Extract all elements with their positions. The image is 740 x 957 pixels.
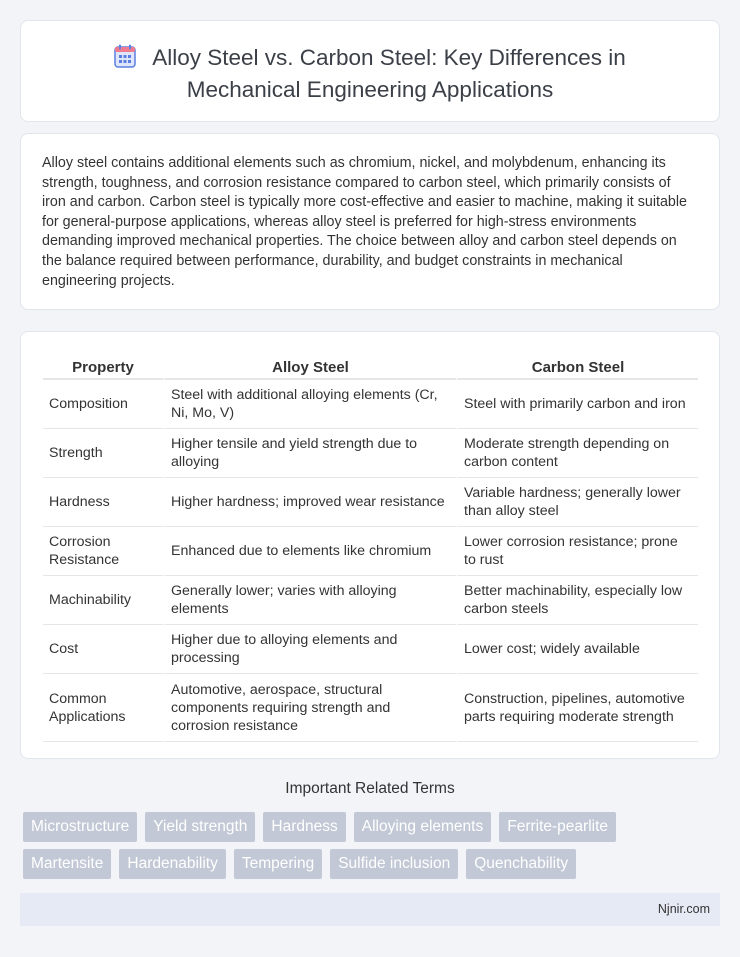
intro-card	[20, 133, 720, 310]
table-row	[43, 380, 698, 429]
related-terms-heading: Important Related Terms	[285, 780, 455, 797]
property-cell: Cost	[43, 625, 163, 674]
carbon-cell: Better machinability, especially low carbon steels	[456, 576, 698, 625]
alloy-cell: Automotive, aerospace, structural components requiring strength and corrosion resistance	[163, 674, 456, 742]
term-tag[interactable]: Hardness	[263, 812, 345, 842]
carbon-cell: Construction, pipelines, automotive parts requiring moderate strength	[456, 674, 698, 742]
carbon-cell: Variable hardness; generally lower than alloy steel	[456, 478, 698, 527]
carbon-cell: Moderate strength depending on carbon content	[456, 429, 698, 478]
property-cell: Machinability	[43, 576, 163, 625]
term-tag[interactable]: Tempering	[234, 849, 322, 879]
property-cell: Strength	[43, 429, 163, 478]
term-tag[interactable]: Ferrite-pearlite	[499, 812, 616, 842]
term-tag[interactable]: Microstructure	[23, 812, 137, 842]
footer-site-link[interactable]: Njnir.com	[657, 902, 710, 916]
related-terms-tags	[23, 812, 723, 886]
carbon-cell: Lower cost; widely available	[456, 625, 698, 674]
table-header-row	[43, 352, 698, 380]
title-line-2: Mechanical Engineering Applications	[186, 77, 554, 102]
term-tag[interactable]: Quenchability	[466, 849, 576, 879]
alloy-cell: Higher tensile and yield strength due to alloying	[163, 429, 456, 478]
term-tag[interactable]: Alloying elements	[354, 812, 491, 842]
table-row	[43, 429, 698, 478]
property-cell: Corrosion Resistance	[43, 527, 163, 576]
page-title	[21, 43, 719, 104]
property-cell: Composition	[43, 380, 163, 429]
header-carbon-steel: Carbon Steel	[456, 352, 698, 380]
term-tag[interactable]: Hardenability	[119, 849, 225, 879]
table-row	[43, 576, 698, 625]
table-row	[43, 625, 698, 674]
alloy-cell: Higher hardness; improved wear resistance	[163, 478, 456, 527]
alloy-cell: Higher due to alloying elements and processing	[163, 625, 456, 674]
title-line-1: Alloy Steel vs. Carbon Steel: Key Differences in	[152, 45, 626, 70]
table-row	[43, 674, 698, 742]
term-tag[interactable]: Yield strength	[145, 812, 255, 842]
title-card	[20, 20, 720, 122]
comparison-table-card	[20, 331, 720, 759]
term-tag[interactable]: Martensite	[23, 849, 111, 879]
calendar-grid-icon	[114, 44, 136, 75]
header-alloy-steel: Alloy Steel	[163, 352, 456, 380]
header-property: Property	[43, 352, 163, 380]
carbon-cell: Steel with primarily carbon and iron	[456, 380, 698, 429]
alloy-cell: Steel with additional alloying elements (Cr, Ni, Mo, V)	[163, 380, 456, 429]
comparison-table	[43, 352, 698, 742]
table-row	[43, 527, 698, 576]
footer	[20, 893, 720, 926]
property-cell: Common Applications	[43, 674, 163, 742]
property-cell: Hardness	[43, 478, 163, 527]
table-row	[43, 478, 698, 527]
alloy-cell: Generally lower; varies with alloying elements	[163, 576, 456, 625]
intro-paragraph: Alloy steel contains additional elements such as chromium, nickel, and molybdenum, enhancing its strength, toughness, and corrosion resistance compared to carbon steel, which primarily consists of iron and carbon. Carbon steel is typically more cost-effective and easier to machine, making it suitable for general-purpose applications, whereas alloy steel is preferred for high-stress environments demanding improved mechanical properties. The choice between alloy and carbon steel depends on the balance required between performance, durability, and budget constraints in mechanical engineering projects.	[42, 155, 688, 289]
term-tag[interactable]: Sulfide inclusion	[330, 849, 458, 879]
carbon-cell: Lower corrosion resistance; prone to rust	[456, 527, 698, 576]
alloy-cell: Enhanced due to elements like chromium	[163, 527, 456, 576]
